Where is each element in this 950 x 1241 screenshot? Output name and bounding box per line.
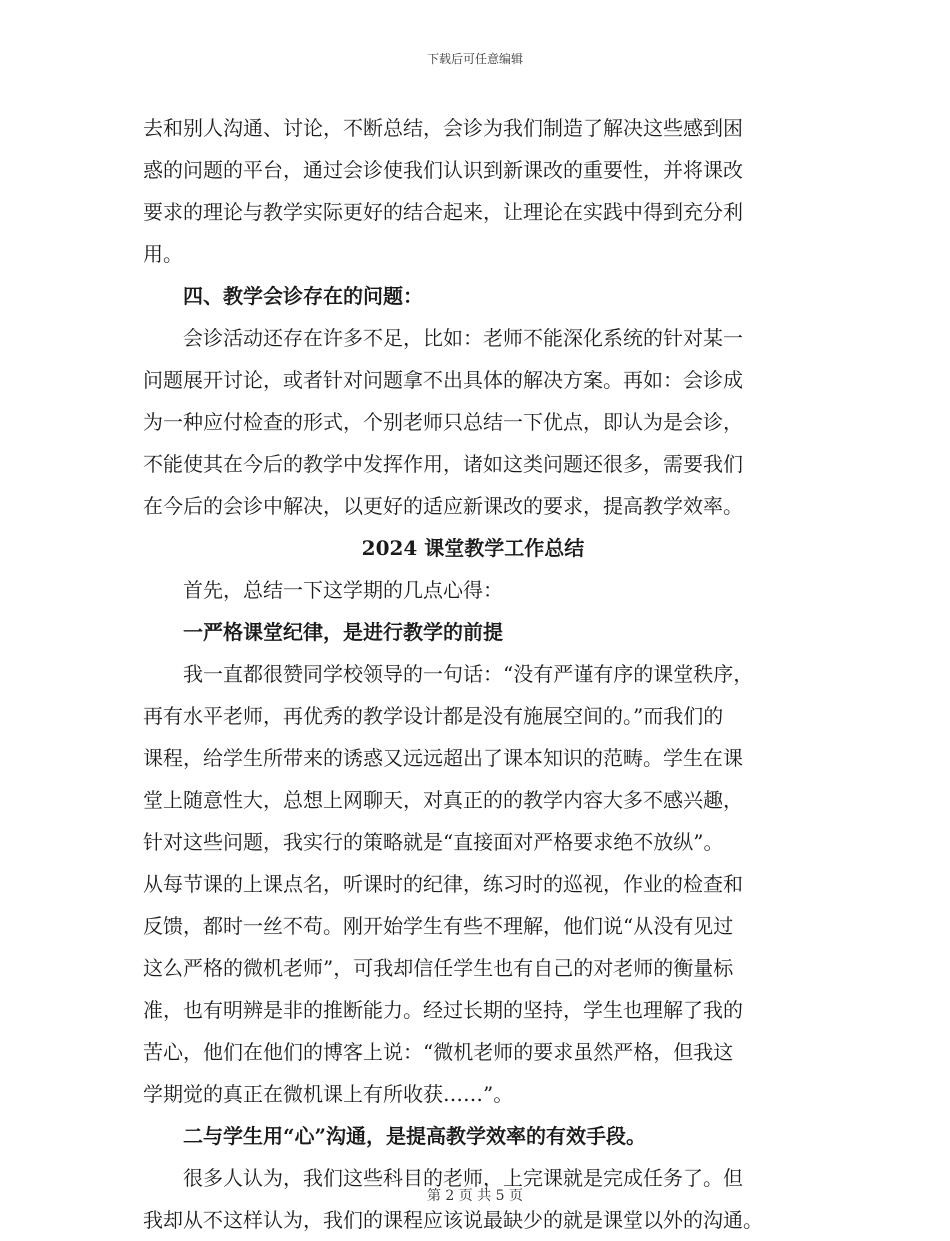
paragraph-line: 不能使其在今后的教学中发挥作用，诸如这类问题还很多，需要我们 [143, 452, 743, 476]
paragraph-line: 我一直都很赞同学校领导的一句话：“没有严谨有序的课堂秩序， [183, 662, 754, 686]
paragraph-line: 课程，给学生所带来的诱惑又远远超出了课本知识的范畴。学生在课 [143, 746, 743, 770]
section-heading: 二与学生用“心”沟通，是提高教学效率的有效手段。 [183, 1124, 647, 1148]
paragraph-line: 问题展开讨论，或者针对问题拿不出具体的解决方案。再如：会诊成 [143, 368, 743, 392]
paragraph-line: 从每节课的上课点名，听课时的纪律，练习时的巡视，作业的检查和 [143, 872, 743, 896]
paragraph-line: 首先，总结一下这学期的几点心得： [183, 578, 503, 602]
paragraph-line: 针对这些问题，我实行的策略就是“直接面对严格要求绝不放纵”。 [143, 830, 724, 854]
paragraph-line: 要求的理论与教学实际更好的结合起来，让理论在实践中得到充分利 [143, 200, 743, 224]
page-footer: 第 2 页 共 5 页 [426, 1188, 524, 1204]
page-header: 下载后可任意编辑 [426, 52, 523, 66]
paragraph-line: 我却从不这样认为，我们的课程应该说最缺少的就是课堂以外的沟通。 [143, 1208, 763, 1232]
paragraph-line: 在今后的会诊中解决，以更好的适应新课改的要求，提高教学效率。 [143, 494, 743, 518]
paragraph-line: 这么严格的微机老师”，可我却信任学生也有自己的对老师的衡量标 [143, 956, 734, 980]
paragraph-line: 惑的问题的平台，通过会诊使我们认识到新课改的重要性，并将课改 [143, 158, 743, 182]
section-heading: 一严格课堂纪律，是进行教学的前提 [183, 620, 503, 644]
paragraph-line: 堂上随意性大，总想上网聊天，对真正的的教学内容大多不感兴趣， [143, 788, 743, 812]
paragraph-line: 学期觉的真正在微机课上有所收获……”。 [143, 1082, 514, 1106]
paragraph-line: 准，也有明辨是非的推断能力。经过长期的坚持，学生也理解了我的 [143, 998, 743, 1022]
section-heading: 四、教学会诊存在的问题： [183, 284, 423, 308]
paragraph-line: 为一种应付检查的形式，个别老师只总结一下优点，即认为是会诊， [143, 410, 743, 434]
paragraph-line: 用。 [143, 242, 183, 266]
paragraph-line: 再有水平老师，再优秀的教学设计都是没有施展空间的。”而我们的 [143, 704, 724, 728]
paragraph-line: 会诊活动还存在许多不足，比如：老师不能深化系统的针对某一 [183, 326, 743, 350]
paragraph-line: 苦心，他们在他们的博客上说：“微机老师的要求虽然严格，但我这 [143, 1040, 734, 1064]
document-title: 2024 课堂教学工作总结 [361, 536, 585, 560]
document-body [143, 107, 803, 1241]
paragraph-line: 去和别人沟通、讨论，不断总结，会诊为我们制造了解决这些感到困 [143, 116, 743, 140]
paragraph-line: 很多人认为，我们这些科目的老师，上完课就是完成任务了。但 [183, 1166, 743, 1190]
paragraph-line: 反馈，都时一丝不苟。刚开始学生有些不理解，他们说“从没有见过 [143, 914, 734, 938]
